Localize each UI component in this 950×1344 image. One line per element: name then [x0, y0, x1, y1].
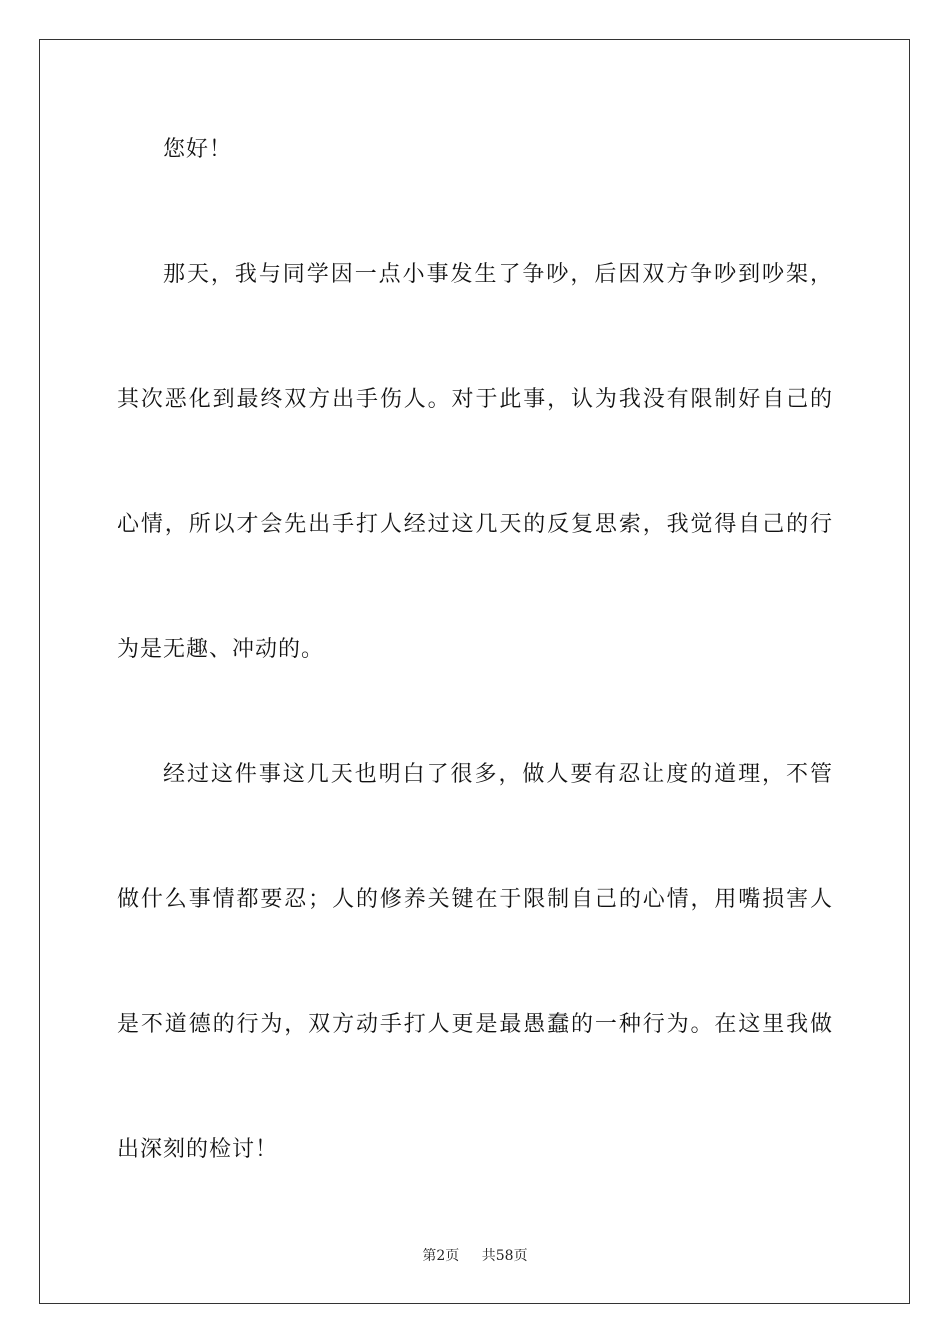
- paragraph-2-line-2: 做什么事情都要忍；人的修养关键在于限制自己的心情，用嘴损害人: [117, 887, 833, 912]
- paragraph-1-line-3: 心情，所以才会先出手打人经过这几天的反复思索，我觉得自己的行: [117, 512, 833, 537]
- paragraph-2-line-3: 是不道德的行为，双方动手打人更是最愚蠢的一种行为。在这里我做: [117, 1012, 833, 1037]
- page-border: [39, 39, 910, 1304]
- paragraph-1-line-2: 其次恶化到最终双方出手伤人。对于此事，认为我没有限制好自己的: [117, 387, 833, 412]
- paragraph-2-line-4: 出深刻的检讨！: [117, 1137, 279, 1162]
- paragraph-1-line-1: 那天，我与同学因一点小事发生了争吵，后因双方争吵到吵架，: [163, 262, 833, 287]
- page-footer: [0, 1247, 950, 1265]
- page-number-current: 第2页: [422, 1248, 460, 1264]
- paragraph-2-line-1: 经过这件事这几天也明白了很多，做人要有忍让度的道理，不管: [163, 762, 833, 787]
- page-number-total: 共58页: [481, 1248, 528, 1264]
- paragraph-1-line-4: 为是无趣、冲动的。: [117, 637, 325, 662]
- greeting-line: 您好！: [163, 137, 233, 162]
